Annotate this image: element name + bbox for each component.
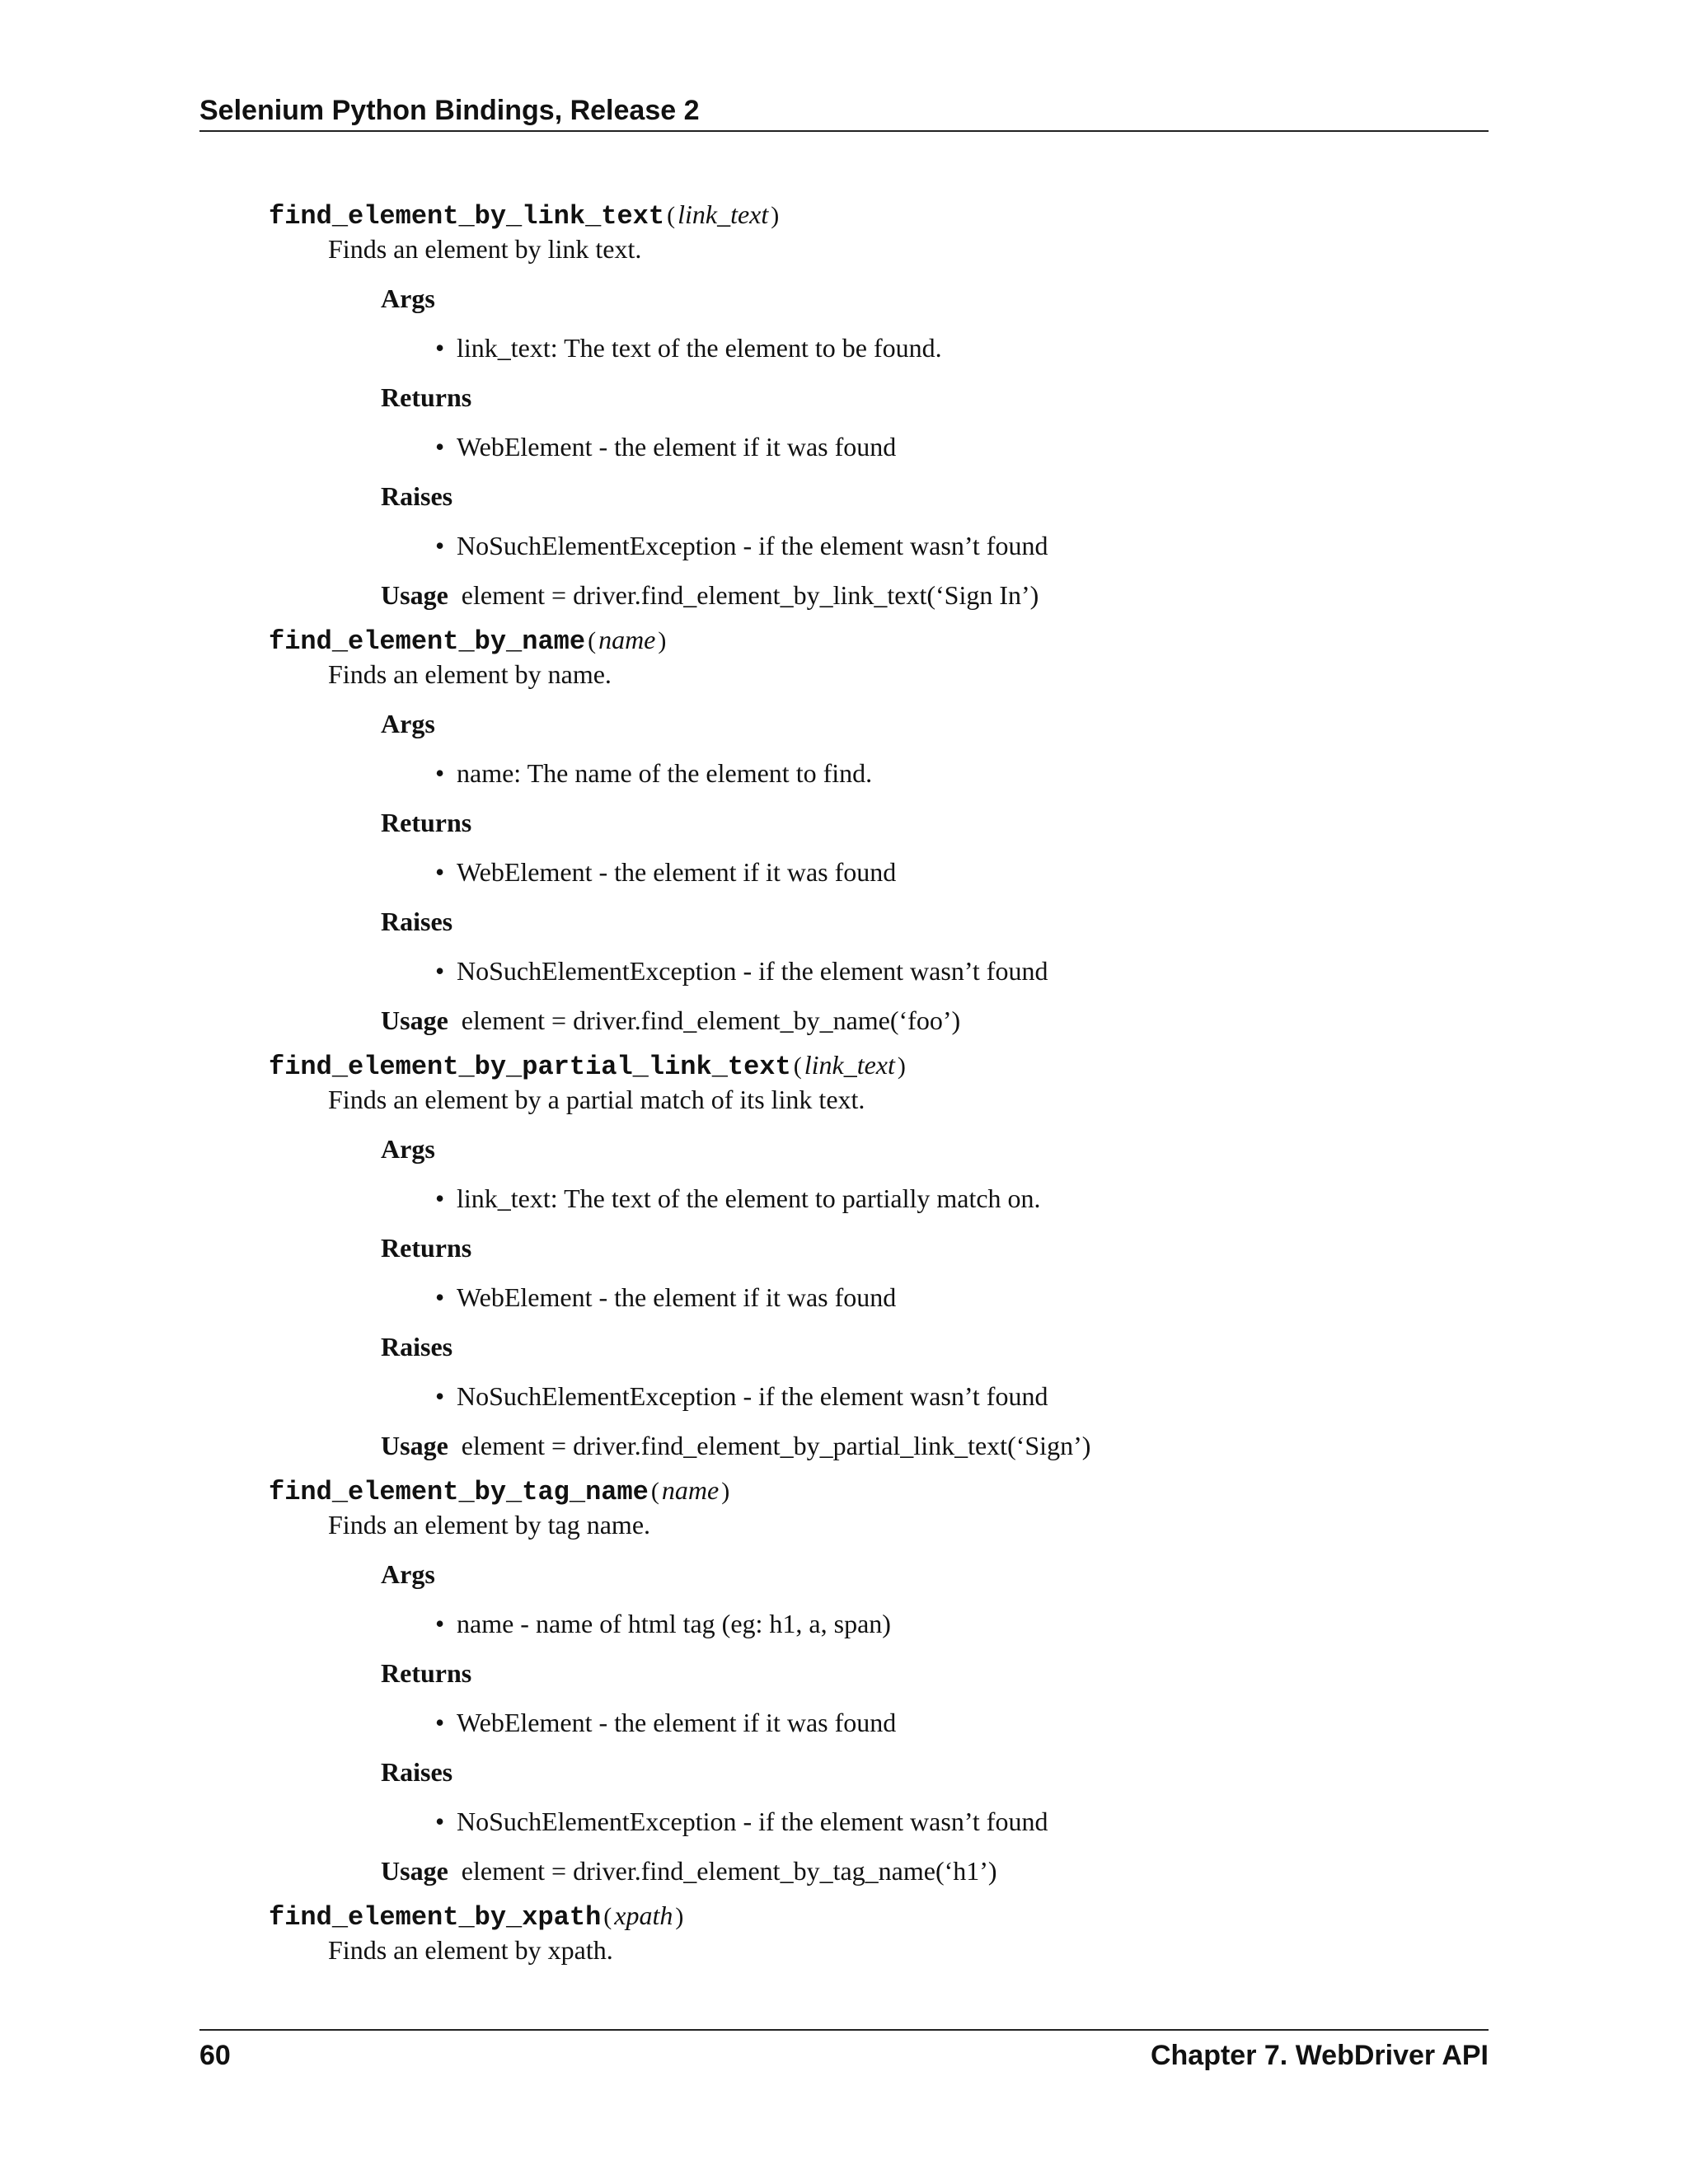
method-find-element-by-name: [269, 620, 1489, 1045]
args-item-text: name - name of html tag (eg: h1, a, span): [457, 1609, 891, 1638]
usage-row: [381, 1421, 1489, 1470]
open-paren: (: [603, 1903, 612, 1930]
method-name: find_element_by_partial_link_text: [269, 1052, 791, 1082]
bullet-icon: •: [435, 432, 445, 462]
method-signature: [269, 1045, 1489, 1085]
method-description: Finds an element by a partial match of its link text.: [328, 1085, 865, 1114]
returns-item-text: WebElement - the element if it was found: [457, 432, 897, 462]
usage-row: [381, 996, 1489, 1045]
open-paren: (: [588, 627, 597, 654]
chapter-title: Chapter 7. WebDriver API: [1150, 2040, 1489, 2071]
usage-code: element = driver.find_element_by_tag_name(‘h1’): [461, 1856, 997, 1886]
close-paren: ): [721, 1478, 730, 1505]
method-signature: [269, 620, 1489, 659]
method-param: link_text: [804, 1050, 895, 1080]
close-paren: ): [675, 1903, 684, 1930]
returns-item: [381, 422, 1489, 471]
method-find-element-by-tag-name: [269, 1470, 1489, 1896]
returns-item-text: WebElement - the element if it was found: [457, 1282, 897, 1312]
returns-item-text: WebElement - the element if it was found: [457, 857, 897, 887]
bullet-icon: •: [435, 857, 445, 887]
args-field: [381, 1549, 1489, 1648]
raises-item-text: NoSuchElementException - if the element wasn’t found: [457, 531, 1048, 560]
args-item-text: name: The name of the element to find.: [457, 758, 873, 788]
usage-code: element = driver.find_element_by_partial_link_text(‘Sign’): [461, 1431, 1091, 1460]
usage-label: Usage: [381, 1856, 448, 1886]
method-find-element-by-xpath: [269, 1896, 1489, 1975]
close-paren: ): [658, 627, 667, 654]
returns-label: Returns: [381, 1658, 472, 1688]
usage-row: [381, 570, 1489, 620]
usage-code: element = driver.find_element_by_name(‘foo’): [461, 1005, 961, 1035]
raises-item: [381, 1371, 1489, 1421]
returns-item: [381, 847, 1489, 897]
returns-label: Returns: [381, 808, 472, 837]
method-name: find_element_by_xpath: [269, 1902, 602, 1933]
method-description: Finds an element by tag name.: [328, 1510, 651, 1540]
raises-field: [381, 471, 1489, 570]
raises-field: [381, 1747, 1489, 1846]
args-field: [381, 1124, 1489, 1223]
open-paren: (: [650, 1478, 659, 1505]
raises-item: [381, 521, 1489, 570]
raises-item: [381, 1797, 1489, 1846]
args-label: Args: [381, 284, 435, 313]
page-number: 60: [199, 2040, 231, 2071]
returns-label: Returns: [381, 382, 472, 412]
args-item: [381, 323, 1489, 373]
returns-item: [381, 1272, 1489, 1322]
running-header-title: Selenium Python Bindings, Release 2: [199, 95, 700, 126]
bullet-icon: •: [435, 1183, 445, 1213]
method-name: find_element_by_name: [269, 626, 586, 657]
returns-label: Returns: [381, 1233, 472, 1263]
bullet-icon: •: [435, 1609, 445, 1638]
method-description: Finds an element by name.: [328, 659, 612, 689]
args-label: Args: [381, 1134, 435, 1164]
args-field: [381, 699, 1489, 798]
args-field: [381, 274, 1489, 373]
raises-label: Raises: [381, 907, 453, 936]
open-paren: (: [667, 202, 676, 229]
returns-field: [381, 1223, 1489, 1322]
args-item: [381, 1599, 1489, 1648]
bullet-icon: •: [435, 531, 445, 560]
page-footer: [199, 2029, 1489, 2077]
raises-item-text: NoSuchElementException - if the element wasn’t found: [457, 956, 1048, 986]
method-signature: [269, 1470, 1489, 1510]
bullet-icon: •: [435, 956, 445, 986]
usage-label: Usage: [381, 1005, 448, 1035]
usage-label: Usage: [381, 1431, 448, 1460]
bullet-icon: •: [435, 1708, 445, 1737]
bullet-icon: •: [435, 758, 445, 788]
args-item: [381, 748, 1489, 798]
usage-code: element = driver.find_element_by_link_text(‘Sign In’): [461, 580, 1039, 610]
method-signature: [269, 1896, 1489, 1935]
method-signature: [269, 194, 1489, 234]
args-label: Args: [381, 709, 435, 738]
returns-field: [381, 1648, 1489, 1747]
close-paren: ): [771, 202, 780, 229]
method-param: link_text: [678, 199, 769, 229]
method-param: xpath: [614, 1900, 673, 1930]
raises-item: [381, 946, 1489, 996]
close-paren: ): [897, 1052, 906, 1080]
returns-item-text: WebElement - the element if it was found: [457, 1708, 897, 1737]
bullet-icon: •: [435, 1381, 445, 1411]
method-name: find_element_by_link_text: [269, 201, 665, 232]
raises-label: Raises: [381, 481, 453, 511]
args-item: [381, 1174, 1489, 1223]
raises-label: Raises: [381, 1332, 453, 1361]
raises-field: [381, 897, 1489, 996]
open-paren: (: [793, 1052, 802, 1080]
bullet-icon: •: [435, 1282, 445, 1312]
method-name: find_element_by_tag_name: [269, 1477, 649, 1507]
raises-field: [381, 1322, 1489, 1421]
raises-item-text: NoSuchElementException - if the element wasn’t found: [457, 1807, 1048, 1836]
args-item-text: link_text: The text of the element to be found.: [457, 333, 942, 363]
api-content: [269, 194, 1489, 1975]
bullet-icon: •: [435, 333, 445, 363]
method-description: Finds an element by xpath.: [328, 1935, 613, 1965]
method-param: name: [661, 1475, 720, 1505]
returns-field: [381, 798, 1489, 897]
usage-label: Usage: [381, 580, 448, 610]
bullet-icon: •: [435, 1807, 445, 1836]
method-description: Finds an element by link text.: [328, 234, 642, 264]
raises-label: Raises: [381, 1757, 453, 1787]
method-find-element-by-partial-link-text: [269, 1045, 1489, 1470]
usage-row: [381, 1846, 1489, 1896]
args-item-text: link_text: The text of the element to partially match on.: [457, 1183, 1041, 1213]
page-header: [199, 92, 1489, 132]
method-find-element-by-link-text: [269, 194, 1489, 620]
args-label: Args: [381, 1559, 435, 1589]
raises-item-text: NoSuchElementException - if the element wasn’t found: [457, 1381, 1048, 1411]
method-param: name: [598, 625, 656, 654]
returns-item: [381, 1698, 1489, 1747]
returns-field: [381, 373, 1489, 471]
